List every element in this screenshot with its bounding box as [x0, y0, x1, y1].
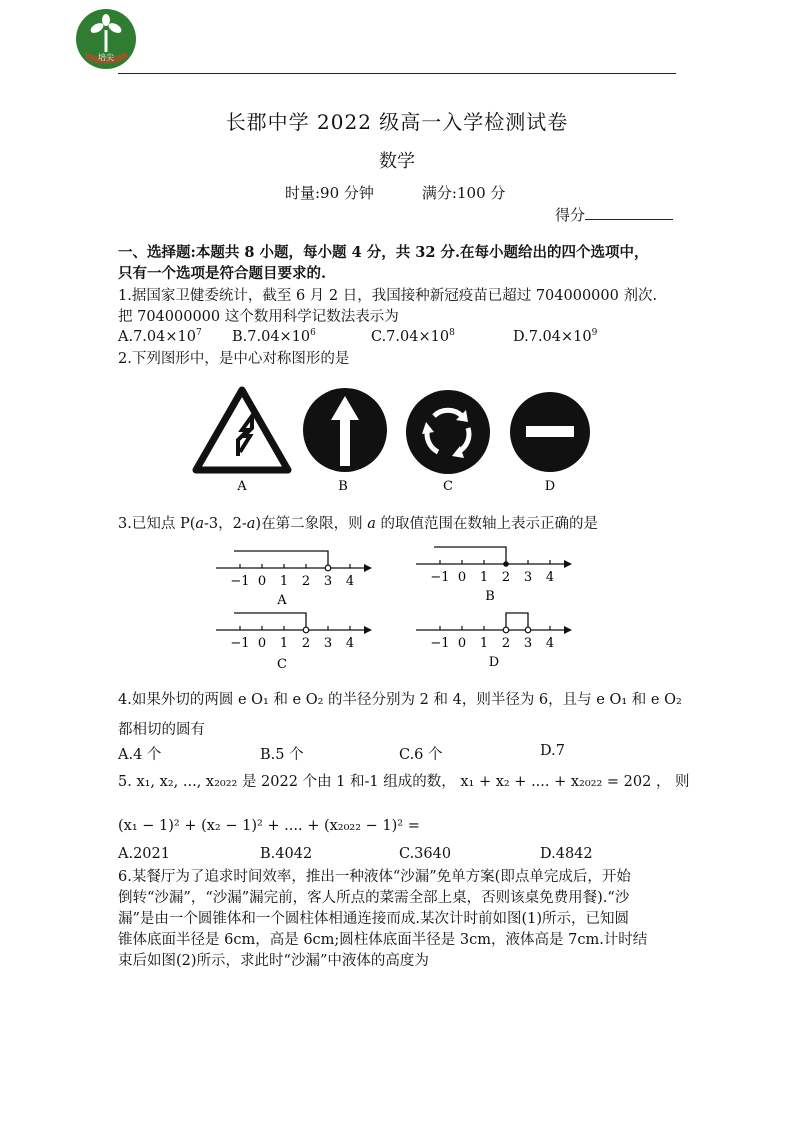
svg-text:3: 3 — [523, 636, 533, 651]
q6-line2: 倒转“沙漏”，“沙漏”漏完前，客人所点的菜需全部上桌，否则该桌免费用餐).“沙 — [118, 890, 630, 906]
numberline-b[interactable] — [416, 547, 572, 604]
svg-text:1: 1 — [479, 570, 489, 585]
page-title: 长郡中学 2022 级高一入学检测试卷 — [225, 110, 569, 134]
numberline-c[interactable] — [216, 613, 372, 672]
q1-option-c[interactable]: $C.7.04\times 10^8$ — [371, 328, 455, 345]
q4-option-a[interactable]: A.4 个 — [118, 747, 162, 763]
q6-line4: 锥体底面半径是 6cm，高是 6cm;圆柱体底面半径是 3cm，液体高是 7cm.计时结 — [118, 932, 648, 948]
numberline-d-label: D — [488, 655, 500, 670]
svg-text:2: 2 — [301, 574, 311, 589]
numberline-c-label: C — [277, 657, 287, 672]
svg-text:2: 2 — [501, 636, 511, 651]
sign-b-label: B — [338, 479, 348, 494]
sign-a-icon[interactable] — [196, 390, 288, 470]
q5-line2: (x₁ − 1)² + (x₂ − 1)² + .... + (x₂₀₂₂ − 1)² = — [118, 818, 420, 834]
sign-c-icon[interactable] — [406, 390, 490, 474]
q5-option-d[interactable]: D.4842 — [540, 846, 593, 862]
q5-line1: 5. x₁, x₂, ..., x₂₀₂₂ 是 2022 个由 1 和-1 组成的数， x₁ + x₂ + .... + x₂₀₂₂ = 202 ， 则 — [118, 774, 690, 790]
svg-text:0: 0 — [257, 574, 267, 589]
svg-text:4: 4 — [345, 636, 355, 651]
svg-text:0: 0 — [457, 570, 467, 585]
school-logo — [75, 8, 137, 70]
score-blank[interactable] — [585, 205, 673, 220]
header-rule — [118, 73, 676, 74]
svg-text:4: 4 — [345, 574, 355, 589]
q4-option-b[interactable]: B.5 个 — [260, 747, 304, 763]
q4-line2: 都相切的圆有 — [118, 722, 205, 738]
q6-line3: 漏”是由一个圆锥体和一个圆柱体相通连接而成.某次计时前如图(1)所示，已知圆 — [118, 911, 630, 927]
svg-text:1: 1 — [279, 636, 289, 651]
numberline-a-label: A — [277, 593, 287, 608]
numberline-b-label: B — [485, 589, 495, 604]
section1-heading-2: 只有一个选项是符合题目要求的. — [118, 265, 327, 282]
svg-text:−1: −1 — [430, 570, 450, 585]
q4-option-d[interactable]: D.7 — [540, 743, 565, 759]
svg-text:3: 3 — [323, 636, 333, 651]
sign-c-label: C — [443, 479, 453, 494]
svg-text:−1: −1 — [230, 636, 250, 651]
q4-option-c[interactable]: C.6 个 — [399, 747, 443, 763]
q3-number-lines — [210, 540, 590, 675]
svg-text:0: 0 — [457, 636, 467, 651]
q1-line2: 把 704000000 这个数用科学记数法表示为 — [118, 309, 399, 325]
svg-text:2: 2 — [301, 636, 311, 651]
svg-text:−1: −1 — [230, 574, 250, 589]
q2-figures — [190, 382, 610, 497]
svg-text:−1: −1 — [430, 636, 450, 651]
sign-b-icon[interactable] — [303, 388, 387, 472]
score-label: 得分 — [555, 206, 586, 224]
full-score: 满分:100 分 — [421, 184, 506, 202]
svg-text:3: 3 — [323, 574, 333, 589]
sign-d-icon[interactable] — [510, 392, 590, 472]
sign-d-label: D — [544, 479, 556, 494]
q5-option-c[interactable]: C.3640 — [399, 846, 452, 862]
subject-title: 数学 — [379, 151, 415, 172]
svg-text:1: 1 — [479, 636, 489, 651]
svg-text:4: 4 — [545, 636, 555, 651]
q1-line1: 1.据国家卫健委统计，截至 6 月 2 日，我国接种新冠疫苗已超过 704000000 剂次. — [118, 288, 658, 304]
svg-text:0: 0 — [257, 636, 267, 651]
score-field — [555, 204, 673, 225]
numberline-d[interactable] — [416, 613, 572, 670]
q5-option-b[interactable]: B.4042 — [260, 846, 313, 862]
q6-line5: 束后如图(2)所示，求此时“沙漏”中液体的高度为 — [118, 953, 429, 969]
q6-line1: 6.某餐厅为了追求时间效率，推出一种液体“沙漏”免单方案(即点单完成后，开始 — [118, 869, 631, 885]
q3-stem: 3.已知点 P(a-3，2-a)在第二象限，则 a 的取值范围在数轴上表示正确的是 — [118, 516, 598, 532]
q1-option-b[interactable]: $B.7.04\times 10^6$ — [232, 328, 316, 345]
q4-line1: 4.如果外切的两圆 e O₁ 和 e O₂ 的半径分别为 2 和 4，则半径为 6，且与 e O₁ 和 e O₂ — [118, 692, 682, 708]
q1-option-d[interactable]: $D.7.04\times 10^9$ — [513, 328, 598, 345]
numberline-a[interactable] — [216, 551, 372, 608]
q5-option-a[interactable]: A.2021 — [118, 846, 170, 862]
svg-text:1: 1 — [279, 574, 289, 589]
exam-meta — [285, 182, 553, 203]
time-limit: 时量:90 分钟 — [285, 184, 374, 202]
q2-stem: 2.下列图形中，是中心对称图形的是 — [118, 351, 350, 367]
svg-text:3: 3 — [523, 570, 533, 585]
section1-heading-1: 一、选择题:本题共 8 小题，每小题 4 分，共 32 分.在每小题给出的四个选项中， — [118, 244, 649, 261]
svg-text:4: 4 — [545, 570, 555, 585]
logo-text: 培尖 — [98, 53, 114, 62]
sign-a-label: A — [237, 479, 247, 494]
svg-text:2: 2 — [501, 570, 511, 585]
q1-option-a[interactable]: $A.7.04\times 10^7$ — [118, 328, 202, 345]
